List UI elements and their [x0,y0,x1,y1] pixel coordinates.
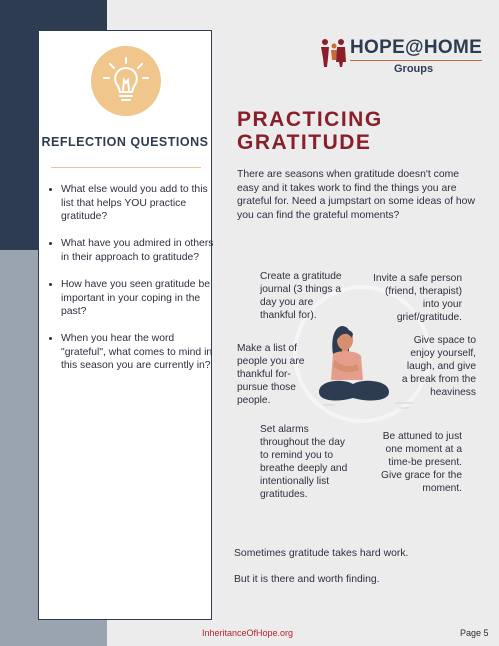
logo-rule [350,60,482,61]
logo-subtitle: Groups [394,63,434,75]
tip-journal: Create a gratitude journal (3 things a day you are thankful for). [260,271,342,321]
tip-be-present: Be attuned to just one moment at a time-be present. Give grace for the moment. [381,431,462,494]
question-item: • What have you admired in others in their approach to gratitude? [61,237,221,264]
title-line-1: PRACTICING [237,108,383,131]
closing-line-2: But it is there and worth finding. [234,574,380,585]
page-number: Page 5 [460,628,489,638]
reflection-title: REFLECTION QUESTIONS [41,135,209,149]
family-icon [318,36,348,68]
hope-at-home-logo [318,32,488,77]
closing-line-1: Sometimes gratitude takes hard work. [234,548,409,559]
page-title [237,108,477,154]
question-list [47,183,221,387]
reflection-card [38,30,212,620]
question-item: • When you hear the word "grateful", what comes to mind in this season you are currently in? [61,332,221,373]
tip-alarms: Set alarms throughout the day to remind you to breathe deeply and intentionally list gratitudes. [260,424,348,500]
title-line-2: GRATITUDE [237,131,372,154]
tip-safe-person: Invite a safe person (friend, therapist) into your grief/gratitude. [373,273,462,323]
question-item: • What else would you add to this list that helps YOU practice gratitude? [61,183,221,224]
tip-thankful-list: Make a list of people you are thankful for- pursue those people. [237,343,305,406]
website-link[interactable]: InheritanceOfHope.org [202,628,294,638]
intro-paragraph: There are seasons when gratitude doesn't come easy and it takes work to find the things you are grateful for. Need a jumpstart on some ideas of how you can find the grateful moments? [237,169,475,221]
logo-name: HOPE@HOME [350,37,483,58]
lightbulb-icon [91,46,161,116]
tip-give-space: Give space to enjoy yourself, laugh, and give a break from the heaviness [401,335,476,398]
question-item: • How have you seen gratitude be important in your coping in the past? [61,278,221,319]
divider [51,167,201,168]
